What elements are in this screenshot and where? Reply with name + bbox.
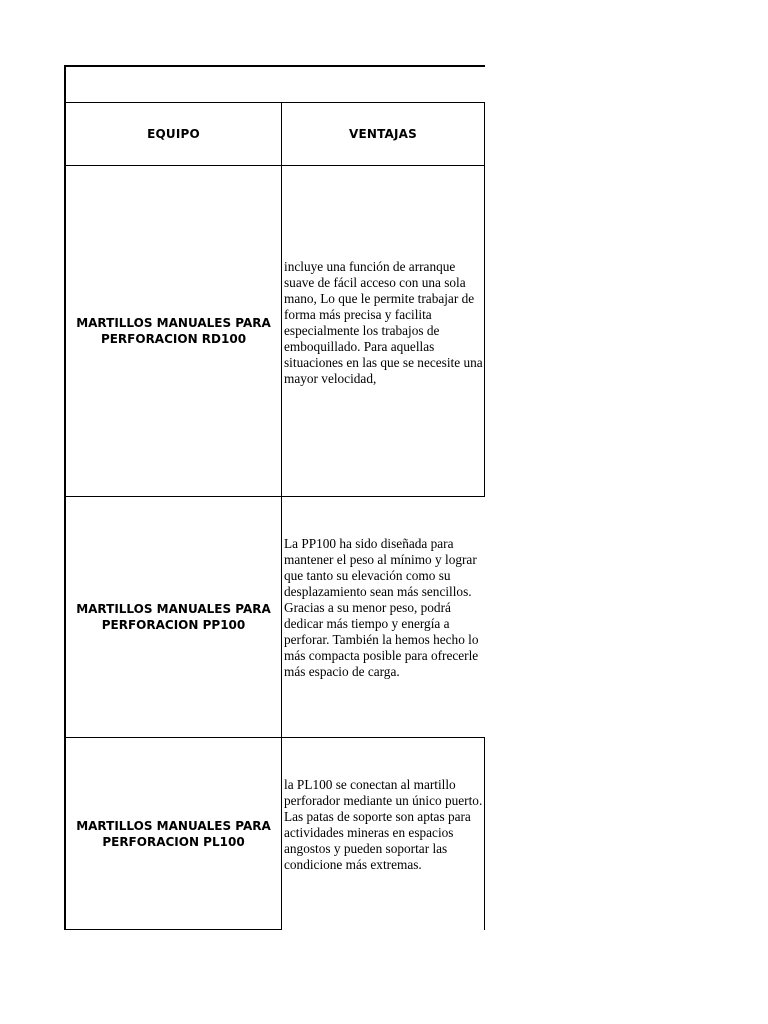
table-row-3-equipo bbox=[66, 738, 281, 929]
equipo-label: MARTILLOS MANUALES PARA PERFORACION RD100 bbox=[76, 316, 271, 346]
row3-bottom-border bbox=[64, 929, 282, 930]
column-header-ventajas: VENTAJAS bbox=[348, 127, 418, 141]
table-row-1-equipo bbox=[66, 166, 281, 496]
table-row-3-ventajas: la PL100 se conectan al martillo perforador mediante un único puerto. Las patas de soporte son aptas para actividades mineras en espacios angostos y pueden soportar las condicione más extremas. bbox=[284, 777, 483, 872]
table-row-1-ventajas: incluye una función de arranque suave de fácil acceso con una sola mano, Lo que le permite trabajar de forma más precisa y facilita especialmente los trabajos de emboquillado. Para aquellas situaciones en las que se necesite una mayor velocidad, bbox=[284, 259, 483, 386]
column-divider bbox=[281, 102, 282, 930]
table-row-2-equipo bbox=[66, 497, 281, 737]
equipo-label: MARTILLOS MANUALES PARA PERFORACION PP100 bbox=[76, 602, 271, 632]
table-row-2-ventajas: La PP100 ha sido diseñada para mantener el peso al mínimo y lograr que tanto su elevación como su desplazamiento sean más sencillos. Gracias a su menor peso, podrá dedicar más tiempo y energía a perforar. También la hemos hecho lo más compacta posible para ofrecerle más espacio de carga. bbox=[284, 536, 479, 679]
equipo-label: MARTILLOS MANUALES PARA PERFORACION PL100 bbox=[76, 818, 271, 849]
table-top-border bbox=[64, 65, 485, 67]
column-header-equipo: EQUIPO bbox=[147, 127, 200, 141]
